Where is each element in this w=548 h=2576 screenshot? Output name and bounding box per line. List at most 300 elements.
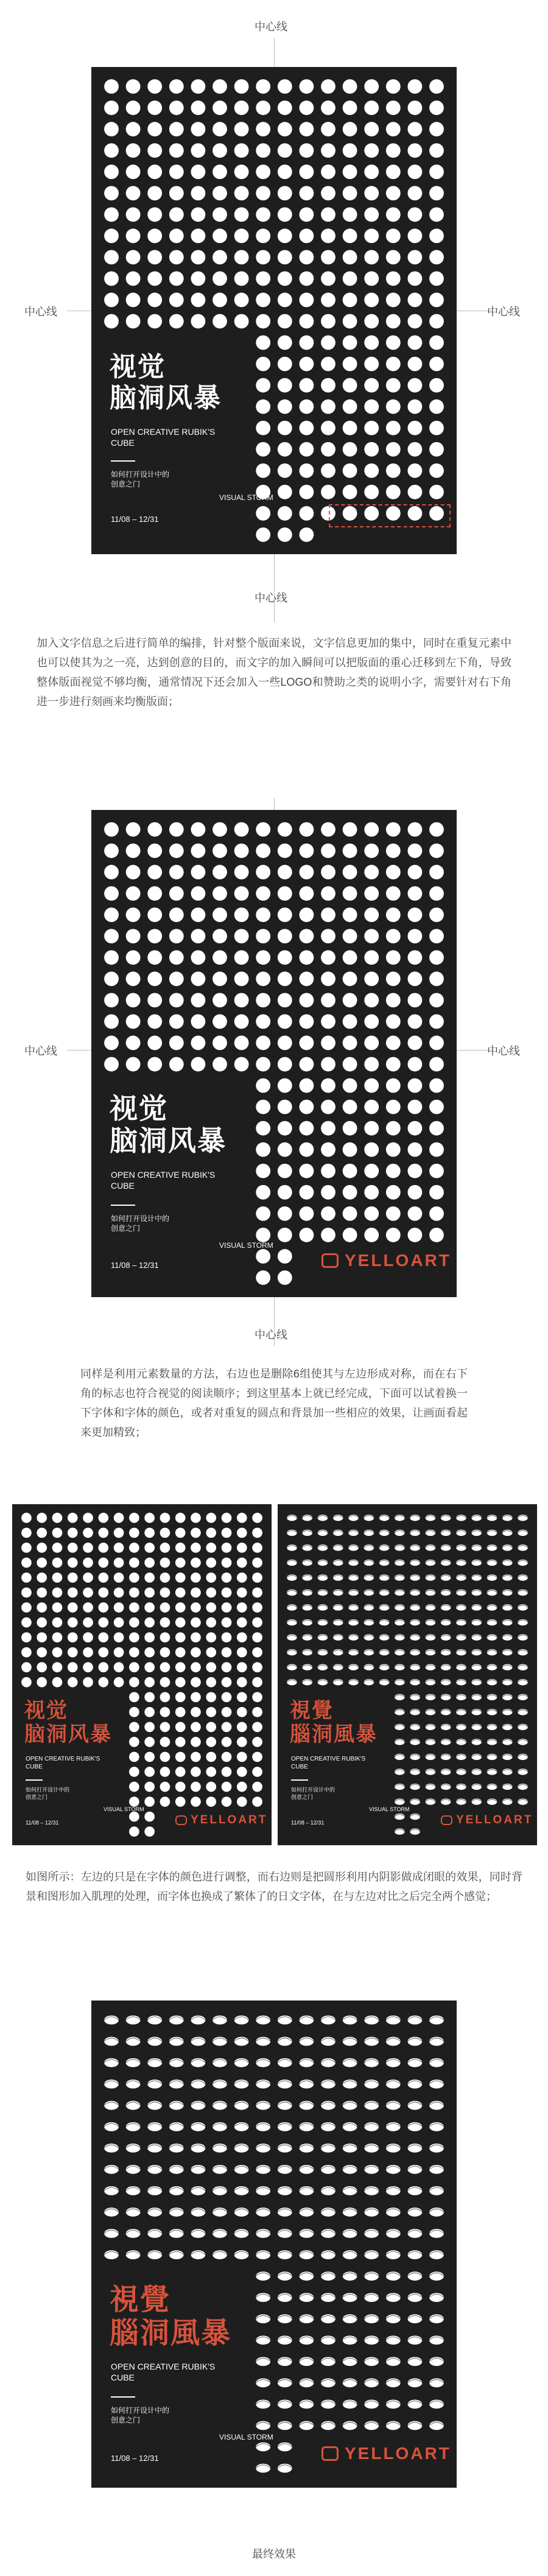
dot [407,1057,422,1072]
dot [126,207,141,222]
dot [429,164,444,179]
dot [68,1588,78,1598]
dot [299,79,314,94]
dot [222,1752,232,1762]
dot [114,1543,124,1553]
dot [407,164,422,179]
dot [386,463,401,478]
dot [147,907,162,922]
dot [256,293,270,308]
dot [299,463,314,478]
dot [222,1588,232,1598]
dot [343,950,357,965]
dot [104,971,119,986]
dot [343,485,357,499]
dot [364,421,379,435]
dot [252,1572,262,1583]
dot [343,822,357,837]
dot [206,1632,216,1642]
dot [169,843,184,858]
dot [407,122,422,136]
dot [206,1528,216,1538]
dot [104,907,119,922]
dot [321,1164,335,1178]
dot [364,228,379,243]
poster-cn-text [291,1787,335,1801]
poster-visual-storm: VISUAL STORM [104,1806,144,1812]
dot [234,1036,249,1050]
dot [386,143,401,158]
dot [364,186,379,200]
dot [429,143,444,158]
dot [222,1707,232,1717]
dot [126,100,141,115]
dot [129,1677,139,1687]
dot [407,1121,422,1136]
dot [129,1528,139,1538]
dot [169,907,184,922]
dot [386,272,401,286]
dot [21,1572,32,1583]
dot [144,1602,155,1613]
dot [299,421,314,435]
dot [37,1588,47,1598]
poster-divider [26,1779,43,1781]
dot [191,1617,201,1628]
dot [206,1692,216,1702]
dot [278,971,292,986]
dot [104,1015,119,1029]
dot [144,1558,155,1568]
dot [147,993,162,1007]
dot [83,1572,93,1583]
dot [237,1722,247,1733]
dot [169,143,184,158]
dot [429,228,444,243]
final-caption: 最终效果 [252,2548,296,2560]
poster-date: 11/08 – 12/31 [291,1820,325,1826]
dot [321,100,335,115]
dot [278,886,292,901]
dot [191,100,205,115]
dot [213,122,227,136]
center-label-bottom-2: 中心线 [255,1329,287,1341]
dot [160,1617,170,1628]
dot [364,907,379,922]
dot [299,1036,314,1050]
dot [252,1737,262,1747]
dot [321,1036,335,1050]
dot [256,1057,270,1072]
dot [147,100,162,115]
dot [83,1602,93,1613]
dot [321,843,335,858]
dot [222,1632,232,1642]
poster-cn-line1: 如何打开设计中的 [111,2406,170,2415]
poster-subtitle-line2: CUBE [111,438,135,448]
dot [364,314,379,329]
dot [386,293,401,308]
dot [278,336,292,350]
dot [169,314,184,329]
dot [222,1767,232,1777]
dot [407,378,422,393]
dot [386,1100,401,1114]
dot [321,1015,335,1029]
dot [299,1164,314,1178]
dot [278,421,292,435]
dot [429,1228,444,1242]
dot [364,1015,379,1029]
dot [129,1692,139,1702]
dot [364,357,379,371]
dot [175,1782,186,1792]
dot [52,1647,63,1658]
dot [191,79,205,94]
dot [234,122,249,136]
dot [429,1164,444,1178]
poster-divider [111,460,135,462]
poster-subtitle [111,426,215,448]
dot [429,207,444,222]
dot [21,1662,32,1672]
dot [407,207,422,222]
dot [147,1015,162,1029]
dot [206,1543,216,1553]
dot [321,463,335,478]
poster-title [24,1699,112,1747]
dot [278,442,292,457]
dot [429,485,444,499]
dot [144,1722,155,1733]
dot [191,143,205,158]
dot [299,1142,314,1157]
dot [278,1228,292,1242]
dot [21,1558,32,1568]
poster-subtitle-line1: OPEN CREATIVE RUBIK'S [111,1170,216,1180]
dot [129,1602,139,1613]
dot [256,164,270,179]
poster-cn-line2: 创意之门 [111,1223,141,1233]
dot [343,272,357,286]
dot [429,1015,444,1029]
dot [386,822,401,837]
dot [364,1057,379,1072]
dot [407,421,422,435]
dot [104,186,119,200]
dot [252,1602,262,1613]
dot [175,1677,186,1687]
poster-final [91,2001,457,2488]
dot [169,822,184,837]
dot [147,186,162,200]
dot [147,250,162,264]
dot [213,228,227,243]
dot [144,1528,155,1538]
dot [343,886,357,901]
dot [104,207,119,222]
dot [256,421,270,435]
dot [114,1558,124,1568]
yelloart-logo-text: YELLOART [191,1814,268,1826]
dot [191,822,205,837]
dot [364,843,379,858]
dot [126,1015,141,1029]
poster-cn-line1: 如何打开设计中的 [111,470,170,479]
dot [160,1558,170,1568]
dot [234,865,249,879]
dot [234,886,249,901]
dot [206,1722,216,1733]
dot [147,1057,162,1072]
dot [256,272,270,286]
dot [129,1572,139,1583]
dot [407,1036,422,1050]
dot [104,272,119,286]
dot [52,1543,63,1553]
dot [256,1270,270,1285]
dot [299,1057,314,1072]
dot [429,950,444,965]
dot [299,1100,314,1114]
dot [104,1057,119,1072]
dot [104,1036,119,1050]
dot [364,865,379,879]
dot [234,272,249,286]
yelloart-logo-icon [321,2446,339,2461]
dot [126,272,141,286]
dot [169,993,184,1007]
dot [160,1588,170,1598]
dot [386,1228,401,1242]
dot [256,950,270,965]
dot [364,822,379,837]
dot [252,1722,262,1733]
dot [147,207,162,222]
dot [386,357,401,371]
dot [175,1662,186,1672]
dot [386,421,401,435]
dot [252,1632,262,1642]
dot [364,272,379,286]
dot [237,1558,247,1568]
dot [104,228,119,243]
dot [386,1057,401,1072]
dot [126,993,141,1007]
dot [147,1036,162,1050]
dot [278,378,292,393]
poster-title-line1: 视觉 [24,1699,68,1722]
dot [191,293,205,308]
dot [237,1513,247,1523]
dot [175,1572,186,1583]
yelloart-logo [321,1251,451,1270]
dot [299,929,314,943]
dot [114,1513,124,1523]
dot [129,1632,139,1642]
dot [321,314,335,329]
dot [160,1737,170,1747]
dot [206,1662,216,1672]
dot [191,1722,201,1733]
dot [213,143,227,158]
dot [213,886,227,901]
dot [343,399,357,414]
dot [256,527,270,542]
dot [98,1543,108,1553]
dot [321,378,335,393]
dot [191,1015,205,1029]
dot [386,399,401,414]
dot [206,1572,216,1583]
dot [129,1722,139,1733]
dot [52,1662,63,1672]
dot [429,971,444,986]
dot [191,1767,201,1777]
paragraph-3: 如图所示：左边的只是在字体的颜色进行调整，而右边则是把圆形利用内阴影做成闭眼的效果，同时背景和图形加入肌理的处理，而字体也换成了繁体了的日文字体，在与左边对比之后完全两个感觉； [26,1871,522,1902]
dot [386,971,401,986]
dot [299,293,314,308]
dot [429,421,444,435]
dot [234,250,249,264]
dot [429,399,444,414]
dot [429,357,444,371]
dot [278,527,292,542]
poster-subtitle-line2: CUBE [111,1181,135,1191]
dot [429,100,444,115]
dot [364,143,379,158]
yelloart-logo [321,2444,451,2463]
dot [407,228,422,243]
dot [234,929,249,943]
poster-subtitle [291,1755,365,1771]
dot [321,143,335,158]
dot [429,122,444,136]
dot [213,929,227,943]
dot [299,506,314,521]
dot [252,1588,262,1598]
dot [37,1602,47,1613]
dot [321,1100,335,1114]
dot [252,1707,262,1717]
dot [144,1782,155,1792]
dot [213,907,227,922]
dot [407,1164,422,1178]
dot [234,186,249,200]
dot [129,1662,139,1672]
dot [386,907,401,922]
dot [364,1185,379,1200]
dot [191,186,205,200]
dot [364,950,379,965]
dot [169,865,184,879]
dot [278,79,292,94]
dot [129,1782,139,1792]
dot [234,993,249,1007]
dot [175,1558,186,1568]
dot [386,1121,401,1136]
dot [206,1588,216,1598]
dot [386,843,401,858]
dot [52,1632,63,1642]
dot [222,1692,232,1702]
dot [278,293,292,308]
dot [222,1797,232,1807]
dot [364,886,379,901]
dot [407,1015,422,1029]
dot [222,1647,232,1658]
dot [256,1142,270,1157]
dot [429,1100,444,1114]
dot [126,950,141,965]
dot [129,1797,139,1807]
dot [129,1617,139,1628]
poster-title-line1: 視覺 [110,2284,171,2316]
dot [191,993,205,1007]
dot [299,186,314,200]
dot [321,272,335,286]
dot [169,79,184,94]
dot [21,1647,32,1658]
dot [321,1206,335,1221]
dot [278,250,292,264]
dot [213,314,227,329]
dot [407,485,422,499]
dot [321,1228,335,1242]
dot [386,1206,401,1221]
dot [278,207,292,222]
dot [321,822,335,837]
dot [299,822,314,837]
dot [175,1543,186,1553]
dot [256,186,270,200]
dot [407,100,422,115]
dot [126,228,141,243]
dot [386,929,401,943]
dot [147,79,162,94]
dot [104,314,119,329]
dot [147,950,162,965]
dot [429,1079,444,1093]
dot [160,1767,170,1777]
dot [364,1036,379,1050]
dot [256,1185,270,1200]
poster-title-line2: 脑洞风暴 [110,382,222,413]
dot [299,485,314,499]
dot [191,1036,205,1050]
poster-title-line2: 腦洞風暴 [110,2317,232,2350]
dot [343,843,357,858]
dot [83,1588,93,1598]
dot [68,1662,78,1672]
poster-subtitle-line1: OPEN CREATIVE RUBIK'S [111,427,216,437]
dot [191,1602,201,1613]
dot [52,1617,63,1628]
dot [364,207,379,222]
dot [343,357,357,371]
dot [213,1036,227,1050]
dot [222,1677,232,1687]
dot [21,1617,32,1628]
dot [386,378,401,393]
dot [407,143,422,158]
dot [206,1707,216,1717]
dot [237,1752,247,1762]
dot [129,1826,139,1837]
dot [98,1513,108,1523]
dot [126,1057,141,1072]
dot [256,971,270,986]
